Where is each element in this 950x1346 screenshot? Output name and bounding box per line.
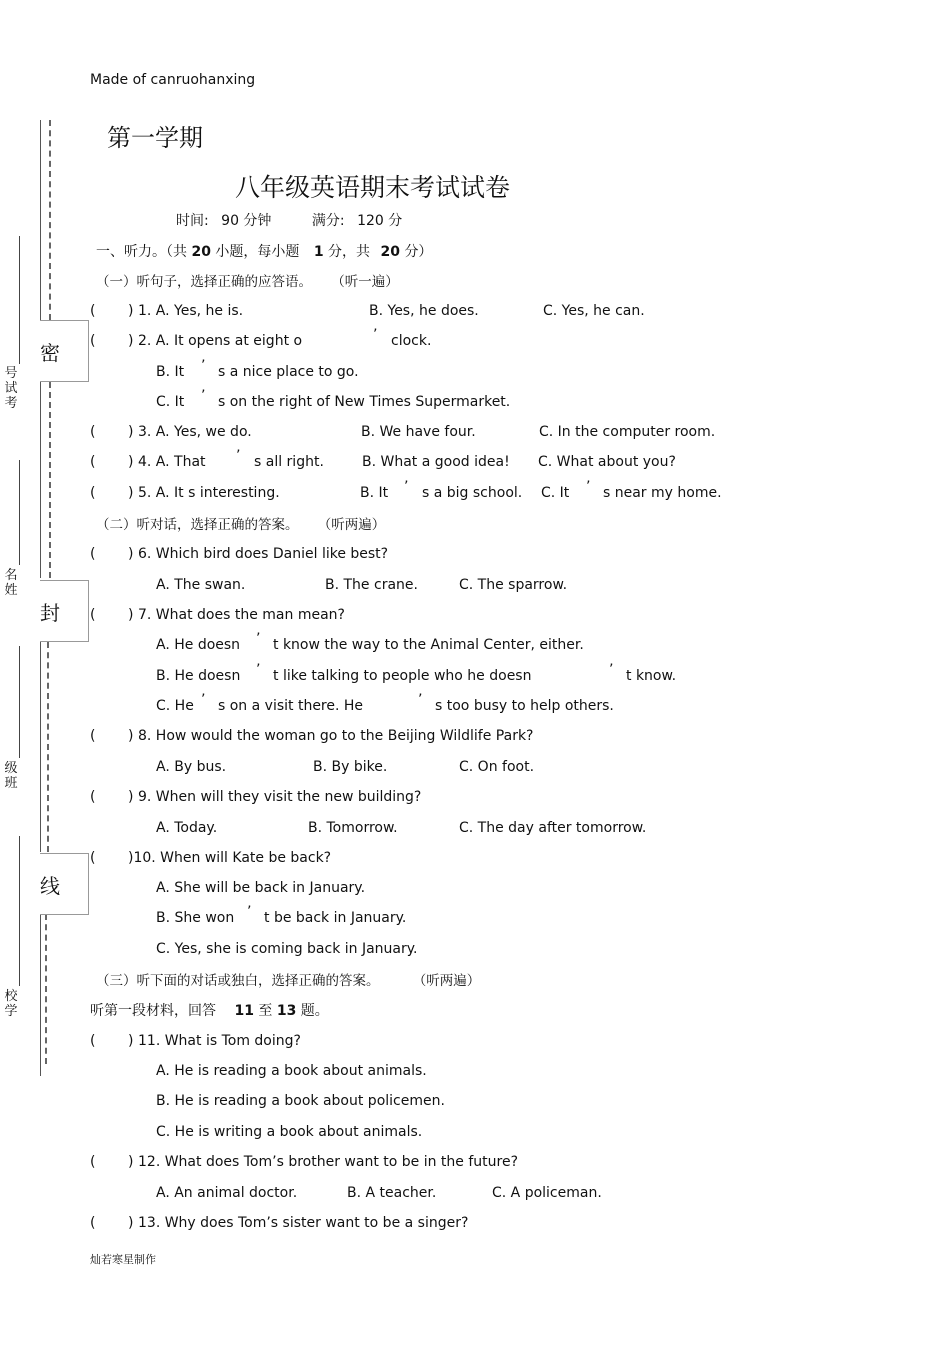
answer-paren-close: ) bbox=[128, 303, 134, 319]
q9-option-b: B. Tomorrow. bbox=[308, 820, 398, 836]
answer-paren-close: ) bbox=[128, 546, 134, 562]
q1-option-a: 1. A. Yes, he is. bbox=[138, 303, 244, 319]
answer-paren-close: ) bbox=[128, 424, 134, 440]
exam-info bbox=[176, 210, 402, 230]
answer-paren-close: ) bbox=[128, 454, 134, 470]
q4-option-c: C. What about you? bbox=[538, 454, 676, 470]
q7-option-b-mid: t like talking to people who he doesn bbox=[273, 668, 532, 684]
answer-paren-close: ) bbox=[128, 1154, 134, 1170]
seal-mi: 密 bbox=[40, 320, 89, 382]
answer-paren-open: ( bbox=[90, 1215, 96, 1231]
q13-stem: 13. Why does Tom’s sister want to be a singer? bbox=[138, 1215, 469, 1231]
q5-option-a: 5. A. It s interesting. bbox=[138, 485, 280, 501]
q1-option-b: B. Yes, he does. bbox=[369, 303, 479, 319]
header-note: Made of canruohanxing bbox=[90, 72, 256, 88]
apostrophe: ’ bbox=[201, 358, 206, 374]
answer-paren-close: ) bbox=[128, 333, 134, 349]
answer-paren-close: ) bbox=[128, 789, 134, 805]
q6-option-b: B. The crane. bbox=[325, 577, 418, 593]
apostrophe: ’ bbox=[201, 388, 206, 404]
q7-option-b: B. He doesn bbox=[156, 668, 241, 684]
fill-line bbox=[19, 646, 20, 758]
q5-option-c: C. It bbox=[541, 485, 570, 501]
q3-option-b: B. We have four. bbox=[361, 424, 476, 440]
q7-option-c: C. He bbox=[156, 698, 194, 714]
margin-dash bbox=[49, 382, 51, 578]
margin-line bbox=[40, 914, 41, 1076]
seal-feng: 封 bbox=[40, 580, 89, 642]
q8-option-a: A. By bus. bbox=[156, 759, 227, 775]
margin-dash bbox=[49, 120, 51, 320]
q8-option-c: C. On foot. bbox=[459, 759, 535, 775]
q1-option-c: C. Yes, he can. bbox=[543, 303, 645, 319]
q10-option-b: B. She won bbox=[156, 910, 235, 926]
q4-option-a: 4. A. That bbox=[138, 454, 206, 470]
part1-heading: （一）听句子，选择正确的应答语。 （听一遍） bbox=[96, 274, 399, 290]
q7-option-c-mid: s on a visit there. He bbox=[218, 698, 364, 714]
answer-paren-open: ( bbox=[90, 850, 96, 866]
apostrophe: ’ bbox=[247, 904, 252, 920]
score-value: 120 分 bbox=[357, 213, 403, 229]
q12-option-a: A. An animal doctor. bbox=[156, 1185, 298, 1201]
q8-stem: 8. How would the woman go to the Beijing Wildlife Park? bbox=[138, 728, 534, 744]
answer-paren-close: ) bbox=[128, 607, 134, 623]
q10-option-a: A. She will be back in January. bbox=[156, 880, 366, 896]
part3-intro: 听第一段材料，回答 11 至 13 题。 bbox=[90, 1003, 329, 1019]
fill-line bbox=[19, 836, 20, 986]
q8-option-b: B. By bike. bbox=[313, 759, 388, 775]
margin-line bbox=[40, 120, 41, 320]
q2-option-c: C. It bbox=[156, 394, 185, 410]
answer-paren-open: ( bbox=[90, 1154, 96, 1170]
answer-paren-open: ( bbox=[90, 454, 96, 470]
q9-option-c: C. The day after tomorrow. bbox=[459, 820, 647, 836]
apostrophe: ’ bbox=[373, 327, 378, 343]
q7-option-a-end: t know the way to the Animal Center, either. bbox=[273, 637, 584, 653]
q2-option-a: 2. A. It opens at eight o bbox=[138, 333, 303, 349]
q6-option-c: C. The sparrow. bbox=[459, 577, 568, 593]
q5-option-c-end: s near my home. bbox=[603, 485, 722, 501]
margin-dash bbox=[47, 642, 49, 852]
margin-dash bbox=[45, 914, 47, 1064]
q9-option-a: A. Today. bbox=[156, 820, 218, 836]
q12-option-c: C. A policeman. bbox=[492, 1185, 602, 1201]
q3-option-c: C. In the computer room. bbox=[539, 424, 716, 440]
label-school: 校学 bbox=[4, 989, 18, 1019]
q4-option-b: B. What a good idea! bbox=[362, 454, 510, 470]
q7-option-c-end: s too busy to help others. bbox=[435, 698, 614, 714]
seal-xian: 线 bbox=[40, 853, 89, 915]
q7-option-a: A. He doesn bbox=[156, 637, 241, 653]
q11-option-c: C. He is writing a book about animals. bbox=[156, 1124, 423, 1140]
q10-option-b-end: t be back in January. bbox=[264, 910, 407, 926]
apostrophe: ’ bbox=[256, 631, 261, 647]
apostrophe: ’ bbox=[256, 662, 261, 678]
term-title: 第一学期 bbox=[107, 124, 203, 152]
q6-option-a: A. The swan. bbox=[156, 577, 246, 593]
q10-option-c: C. Yes, she is coming back in January. bbox=[156, 941, 418, 957]
fill-line bbox=[19, 460, 20, 565]
answer-paren-open: ( bbox=[90, 728, 96, 744]
answer-paren-close: ) bbox=[128, 728, 134, 744]
fill-line bbox=[19, 236, 20, 364]
q2-option-b: B. It bbox=[156, 364, 185, 380]
q2-option-b-end: s a nice place to go. bbox=[218, 364, 359, 380]
apostrophe: ’ bbox=[586, 479, 591, 495]
answer-paren-open: ( bbox=[90, 607, 96, 623]
q12-stem: 12. What does Tom’s brother want to be in the future? bbox=[138, 1154, 519, 1170]
q4-option-a-end: s all right. bbox=[254, 454, 324, 470]
answer-paren-close: ) bbox=[128, 485, 134, 501]
label-name: 名姓 bbox=[4, 568, 18, 598]
answer-paren-open: ( bbox=[90, 303, 96, 319]
part3-heading: （三）听下面的对话或独白，选择正确的答案。 （听两遍） bbox=[96, 973, 481, 989]
answer-paren-open: ( bbox=[90, 789, 96, 805]
q3-option-a: 3. A. Yes, we do. bbox=[138, 424, 252, 440]
margin-line bbox=[40, 642, 41, 852]
q2-option-c-end: s on the right of New Times Supermarket. bbox=[218, 394, 511, 410]
apostrophe: ’ bbox=[201, 692, 206, 708]
q9-stem: 9. When will they visit the new building? bbox=[138, 789, 422, 805]
q6-stem: 6. Which bird does Daniel like best? bbox=[138, 546, 389, 562]
section-heading: 一、听力。（共 20 小题，每小题 1 分，共 20 分） bbox=[96, 244, 433, 260]
margin-line bbox=[40, 382, 41, 578]
q12-option-b: B. A teacher. bbox=[347, 1185, 437, 1201]
q11-option-b: B. He is reading a book about policemen. bbox=[156, 1093, 445, 1109]
q5-option-b-end: s a big school. bbox=[422, 485, 523, 501]
part2-heading: （二）听对话，选择正确的答案。 （听两遍） bbox=[96, 517, 386, 533]
time-value: 90 分钟 bbox=[221, 213, 272, 229]
answer-paren-open: ( bbox=[90, 546, 96, 562]
answer-paren-close: ) bbox=[128, 1033, 134, 1049]
q5-option-b: B. It bbox=[360, 485, 389, 501]
answer-paren-open: ( bbox=[90, 485, 96, 501]
apostrophe: ’ bbox=[404, 479, 409, 495]
page-title: 八年级英语期末考试试卷 bbox=[235, 173, 511, 202]
q7-stem: 7. What does the man mean? bbox=[138, 607, 345, 623]
apostrophe: ’ bbox=[418, 692, 423, 708]
q11-option-a: A. He is reading a book about animals. bbox=[156, 1063, 427, 1079]
label-class: 级班 bbox=[4, 761, 18, 791]
q10-stem: )10. When will Kate be back? bbox=[128, 850, 332, 866]
answer-paren-close: ) bbox=[128, 1215, 134, 1231]
answer-paren-open: ( bbox=[90, 424, 96, 440]
q7-option-b-end: t know. bbox=[626, 668, 677, 684]
apostrophe: ’ bbox=[236, 448, 241, 464]
footer-note: 灿若寒星制作 bbox=[90, 1253, 156, 1266]
answer-paren-open: ( bbox=[90, 333, 96, 349]
q11-stem: 11. What is Tom doing? bbox=[138, 1033, 301, 1049]
label-exam-number: 号试考 bbox=[4, 366, 18, 411]
answer-paren-open: ( bbox=[90, 1033, 96, 1049]
q2-option-a-end: clock. bbox=[391, 333, 432, 349]
time-label: 时间: bbox=[176, 213, 209, 229]
apostrophe: ’ bbox=[609, 662, 614, 678]
score-label: 满分: bbox=[311, 213, 345, 229]
